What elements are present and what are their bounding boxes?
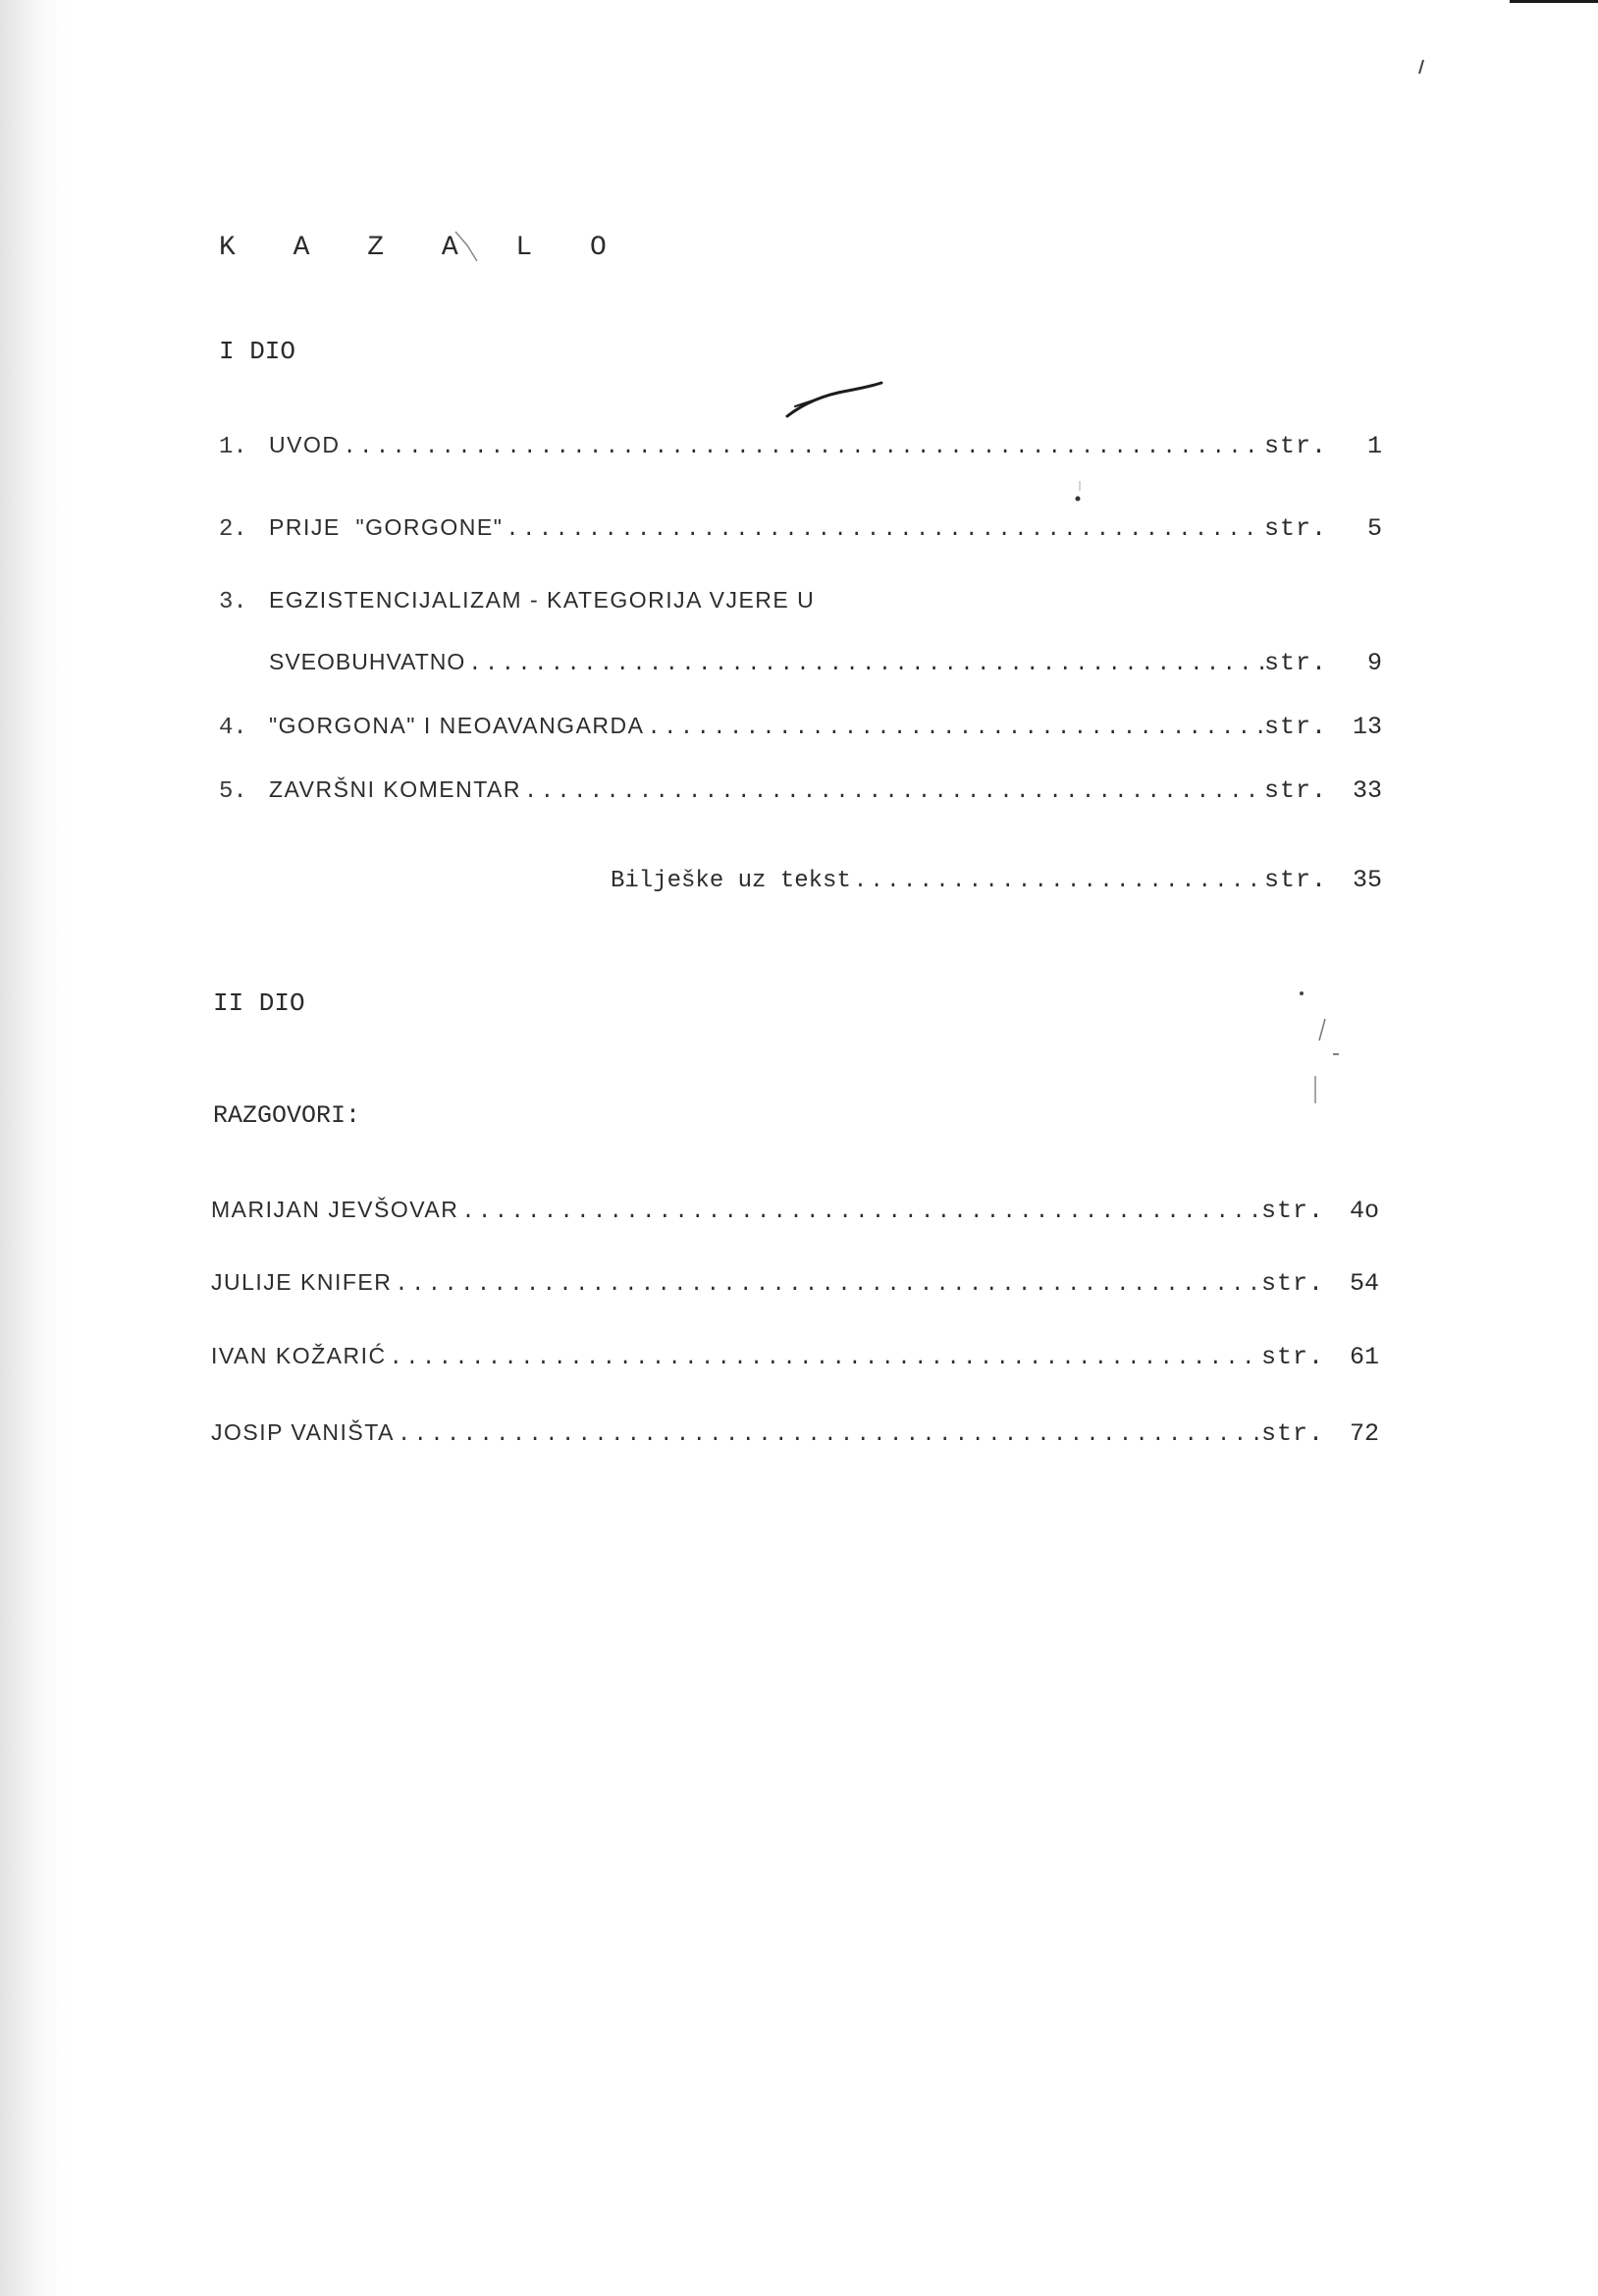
corner-mark xyxy=(1510,0,1598,3)
entry-label: Bilješke uz tekst xyxy=(611,868,851,894)
scan-specks xyxy=(1286,982,1345,1139)
page-number: 35 xyxy=(1352,866,1382,894)
page-number: 5 xyxy=(1366,514,1382,543)
str-abbrev: str. xyxy=(1263,776,1327,805)
str-abbrev: str. xyxy=(1263,649,1327,677)
str-abbrev: str. xyxy=(1260,1419,1324,1448)
entry-label: "GORGONA" I NEOAVANGARDA xyxy=(269,713,645,738)
entry-number: 4. xyxy=(219,715,247,741)
ink-speck xyxy=(1070,479,1090,508)
page-number: 4o xyxy=(1349,1197,1379,1225)
str-abbrev: str. xyxy=(1263,713,1327,741)
str-abbrev: str. xyxy=(1260,1269,1324,1298)
toc-entry-notes[interactable] xyxy=(611,866,1382,894)
entry-label: SVEOBUHVATNO xyxy=(269,649,466,674)
dot-leader xyxy=(395,1272,1261,1297)
page-number: 61 xyxy=(1349,1343,1379,1371)
entry-label: JOSIP VANIŠTA xyxy=(211,1419,395,1445)
toc-entry-5[interactable] xyxy=(219,776,1382,805)
toc-entry-interview-3[interactable] xyxy=(211,1343,1379,1371)
toc-entry-1[interactable] xyxy=(219,432,1382,460)
pen-tick-mark xyxy=(452,228,491,267)
str-abbrev: str. xyxy=(1263,866,1327,894)
str-abbrev: str. xyxy=(1260,1343,1324,1371)
page-number: 33 xyxy=(1352,776,1382,805)
page-edge-shadow xyxy=(0,0,69,2296)
str-abbrev: str. xyxy=(1260,1197,1324,1225)
entry-label: UVOD xyxy=(269,432,341,457)
toc-entry-3[interactable] xyxy=(219,587,1382,615)
page-number: 9 xyxy=(1366,649,1382,677)
toc-entry-interview-2[interactable] xyxy=(211,1269,1379,1298)
dot-leader xyxy=(461,1200,1261,1224)
corner-tick xyxy=(1415,54,1435,83)
dot-leader xyxy=(343,435,1264,459)
dot-leader xyxy=(854,869,1264,893)
dot-leader xyxy=(398,1422,1261,1447)
entry-label: IVAN KOŽARIĆ xyxy=(211,1343,387,1368)
toc-entry-4[interactable] xyxy=(219,713,1382,741)
entry-label: MARIJAN JEVŠOVAR xyxy=(211,1197,459,1222)
dot-leader xyxy=(524,779,1264,804)
dot-leader xyxy=(390,1346,1261,1370)
entry-label: JULIJE KNIFER xyxy=(211,1269,393,1295)
part-2-heading: II DIO xyxy=(213,988,305,1018)
str-abbrev: str. xyxy=(1263,514,1327,543)
entry-number: 2. xyxy=(219,516,247,543)
pen-stroke-mark xyxy=(775,373,893,422)
dot-leader xyxy=(647,716,1264,740)
toc-entry-interview-4[interactable] xyxy=(211,1419,1379,1448)
toc-entry-interview-1[interactable] xyxy=(211,1197,1379,1225)
entry-number: 3. xyxy=(219,589,247,615)
toc-entry-2[interactable] xyxy=(219,514,1382,543)
dot-leader xyxy=(506,517,1264,542)
page-number: 72 xyxy=(1349,1419,1379,1448)
page-number: 54 xyxy=(1349,1269,1379,1298)
entry-label: ZAVRŠNI KOMENTAR xyxy=(269,776,521,802)
entry-number: 5. xyxy=(219,778,247,805)
interviews-subheading: RAZGOVORI: xyxy=(213,1101,361,1130)
page-number: 13 xyxy=(1352,713,1382,741)
entry-number: 1. xyxy=(219,434,247,460)
toc-entry-3-continued[interactable] xyxy=(219,649,1382,677)
part-1-heading: I DIO xyxy=(219,337,296,366)
str-abbrev: str. xyxy=(1263,432,1327,460)
entry-label: PRIJE "GORGONE" xyxy=(269,514,504,540)
entry-label: EGZISTENCIJALIZAM - KATEGORIJA VJERE U xyxy=(269,587,816,613)
page-number: 1 xyxy=(1366,432,1382,460)
page-title: K A Z A L O xyxy=(219,233,627,263)
dot-leader xyxy=(468,652,1264,676)
